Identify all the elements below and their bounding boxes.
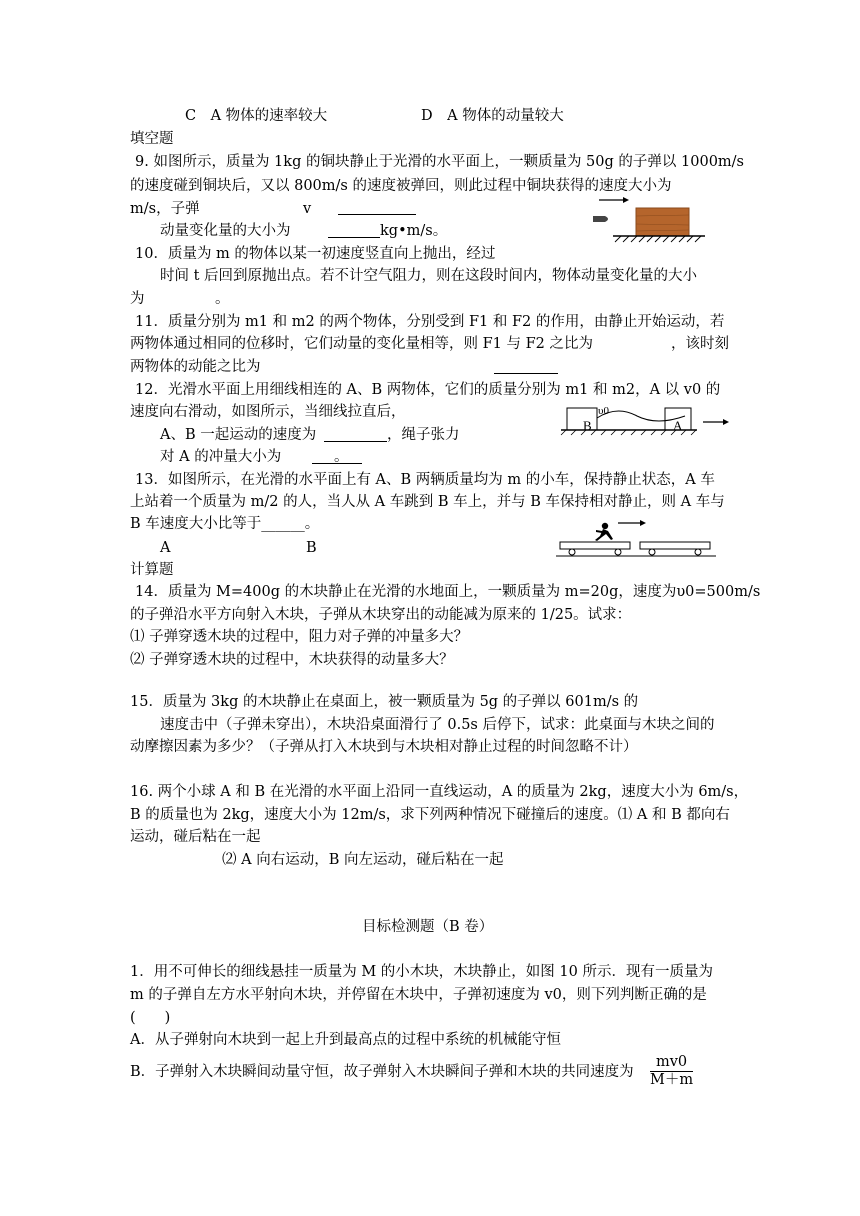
- fraction-numerator: mv0: [650, 1054, 693, 1072]
- q9-blank-1: [338, 214, 416, 215]
- arrow-head-icon: [723, 419, 729, 425]
- block-b: [567, 408, 597, 430]
- q10-line-3a: 为: [130, 291, 145, 307]
- section-b-title: 目标检测题（B 卷）: [362, 919, 494, 935]
- q13-line-2: 上站着一个质量为 m/2 的人，当人从 A 车跳到 B 车上，并与 B 车保持相对静止，则 A 车与: [130, 494, 725, 510]
- label-v0: υ0: [598, 405, 609, 417]
- section-heading-fill: 填空题: [130, 131, 174, 147]
- q15-line-1: 15．质量为 3kg 的木块静止在桌面上，被一颗质量为 5g 的子弹以 601m/s 的: [130, 694, 639, 710]
- bullet-icon: [593, 216, 608, 222]
- q10-line-1: 10．质量为 m 的物体以某一初速度竖直向上抛出，经过: [135, 246, 496, 262]
- q9-line-2: 的速度碰到铜块后，又以 800m/s 的速度被弹回，则此过程中铜块获得的速度大小为: [130, 178, 672, 194]
- choice-d: D A 物体的动量较大: [421, 108, 564, 124]
- q16-line-3: 运动，碰后粘在一起: [130, 829, 261, 845]
- q9-v-label: v: [303, 201, 312, 217]
- q13-label-a: A: [160, 540, 171, 556]
- q13-line-3: B 车速度大小比等于______。: [130, 516, 320, 532]
- q11-line-2a: 两物体通过相同的位移时，它们动量的变化量相等，则 F1 与 F2 之比为: [130, 336, 594, 352]
- q12-line-3a: A、B 一起运动的速度为: [160, 427, 317, 443]
- b1-line-2: m 的子弹自左方水平射向木块，并停留在木块中，子弹初速度为 v0，则下列判断正确的是: [130, 987, 707, 1003]
- arrow-head-icon: [623, 197, 629, 203]
- b1-line-3: ( ): [130, 1010, 171, 1026]
- q12-line-3b: ，绳子张力: [387, 427, 460, 443]
- q12-line-2: 速度向右滑动，如图所示，当细线拉直后，: [130, 404, 406, 420]
- label-b: B: [583, 418, 592, 433]
- q9-line-4b: kg•m/s。: [380, 223, 448, 239]
- b1-line-1: 1．用不可伸长的细线悬挂一质量为 M 的小木块，木块静止，如图 10 所示．现有一质量为: [130, 964, 713, 980]
- q13-label-b: B: [306, 540, 317, 556]
- thread-line: [597, 411, 685, 421]
- fraction-denominator: M＋m: [650, 1072, 694, 1088]
- q11-blank: [494, 373, 558, 374]
- cart-a: [560, 542, 630, 549]
- label-a: A: [673, 418, 683, 433]
- q9-line-4a: 动量变化量的大小为: [160, 223, 291, 239]
- q11-line-3: 两物体的动能之比为: [130, 359, 261, 375]
- q10-line-3b: 。: [215, 291, 230, 307]
- q13-figure: [556, 512, 721, 562]
- q16-line-4: ⑵ A 向右运动，B 向左运动，碰后粘在一起: [222, 852, 504, 868]
- q12-line-4a: 对 A 的冲量大小为: [160, 449, 282, 465]
- q16-line-2: B 的质量也为 2kg，速度大小为 12m/s，求下列两种情况下碰撞后的速度。⑴ A 和 B 都向右: [130, 807, 730, 823]
- b1-option-b: B．子弹射入木块瞬间动量守恒，故子弹射入木块瞬间子弹和木块的共同速度为: [130, 1064, 634, 1080]
- section-heading-calc: 计算题: [130, 562, 174, 578]
- q12-line-1: 12．光滑水平面上用细线相连的 A、B 两物体，它们的质量分别为 m1 和 m2，A 以 v0 的: [135, 382, 721, 398]
- q12-line-4b: 。: [334, 449, 349, 465]
- choice-c: C A 物体的速率较大: [185, 108, 328, 124]
- person-icon: [595, 523, 613, 541]
- q9-line-1: 9. 如图所示，质量为 1kg 的铜块静止于光滑的水平面上，一颗质量为 50g 的子弹以 1000m/s: [135, 154, 744, 170]
- q15-line-3: 动摩擦因素为多少？（子弹从打入木块到与木块相对静止过程的时间忽略不计）: [130, 739, 638, 755]
- q11-line-1: 11．质量分别为 m1 和 m2 的两个物体，分别受到 F1 和 F2 的作用，由静止开始运动，若: [135, 314, 725, 330]
- q12-blank-1: [324, 441, 387, 442]
- q15-line-2: 速度击中（子弹未穿出），木块沿桌面滑行了 0.5s 后停下，试求：此桌面与木块之间的: [160, 717, 715, 733]
- copper-block: [636, 208, 689, 236]
- b1-fraction: [650, 1054, 693, 1089]
- q14-line-2: 的子弹沿水平方向射入木块，子弹从木块穿出的动能减为原来的 1/25。试求：: [130, 607, 632, 623]
- q9-blank-2: [328, 237, 380, 238]
- cart-b: [640, 542, 710, 549]
- arrow-head-icon: [640, 520, 646, 526]
- q9-figure: [585, 190, 715, 250]
- q11-line-2b: ，该时刻: [671, 336, 729, 352]
- q9-line-3: m/s，子弹: [130, 201, 200, 217]
- q13-line-1: 13．如图所示，在光滑的水平面上有 A、B 两辆质量均为 m 的小车，保持静止状态，A 车: [135, 472, 715, 488]
- q12-figure: [557, 400, 737, 440]
- q14-line-3: ⑴ 子弹穿透木块的过程中，阻力对子弹的冲量多大？: [130, 629, 469, 645]
- q10-line-2: 时间 t 后回到原抛出点。若不计空气阻力，则在这段时间内，物体动量变化量的大小: [160, 268, 698, 284]
- q16-line-1: 16. 两个小球 A 和 B 在光滑的水平面上沿同一直线运动，A 的质量为 2kg，速度大小为 6m/s，: [130, 784, 749, 800]
- q14-line-4: ⑵ 子弹穿透木块的过程中，木块获得的动量多大？: [130, 652, 454, 668]
- b1-option-a: A．从子弹射向木块到一起上升到最高点的过程中系统的机械能守恒: [130, 1032, 561, 1048]
- q14-line-1: 14．质量为 M=400g 的木块静止在光滑的水地面上，一颗质量为 m=20g，速度为υ0=500m/s: [135, 584, 761, 600]
